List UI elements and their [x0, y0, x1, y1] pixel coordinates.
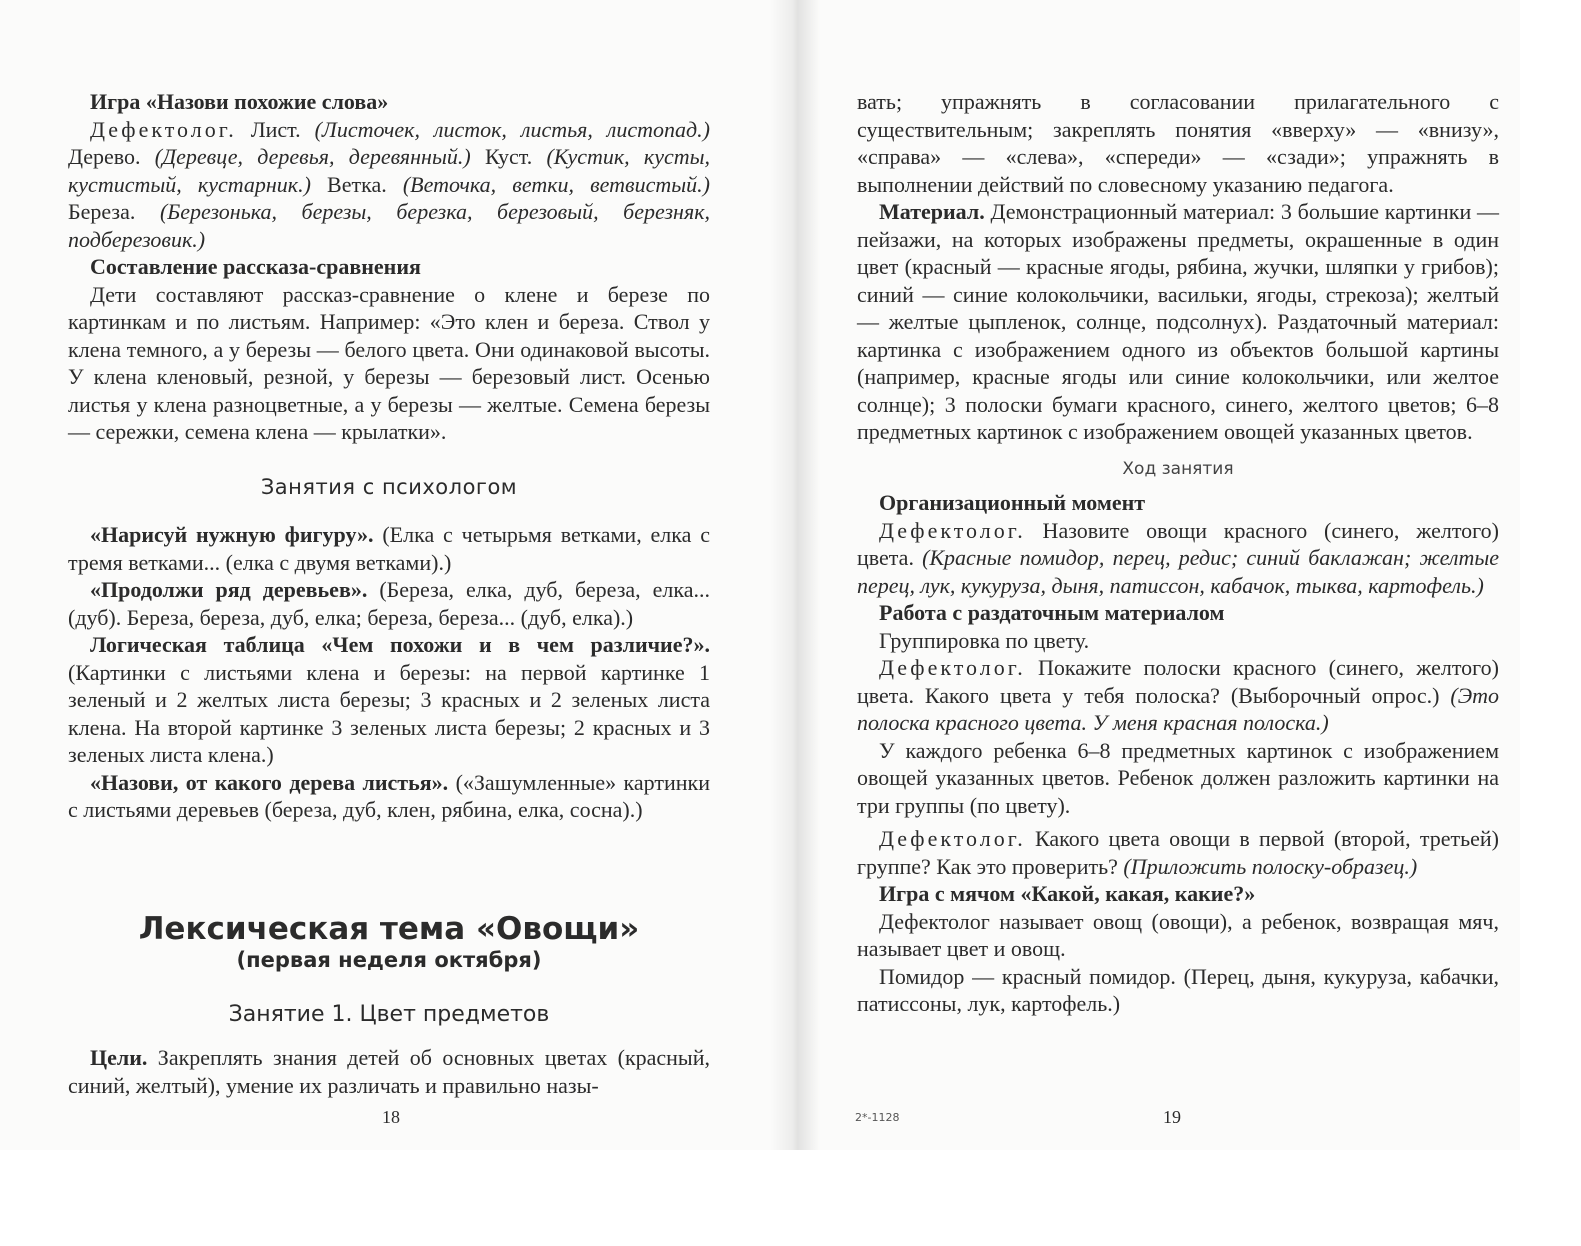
psych-item: «Продолжи ряд деревьев». (Береза, елка, дуб, береза, елка... (дуб). Береза, береза, дуб, елка; береза, береза... (дуб, елка).): [68, 577, 711, 630]
game-paragraph: Дефектолог. Лист. (Листочек, листок, листья, листопад.) Дерево. (Деревце, деревья, деревянный.) Куст. (Кустик, кусты, кустистый, кустарник.) Ветка. (Веточка, ветки, ветвистый.) Береза. (Березонька, березы, березка, березовый, березняк, подберезовик.): [68, 116, 711, 252]
org-paragraph: Дефектолог. Назовите овощи красного (синего, желтого) цвета. (Красные помидор, перец, редис; синий баклажан; желтые перец, лук, кукуруза, дыня, патиссон, кабачок, тыква, картофель.): [857, 517, 1499, 598]
material-paragraph: Материал. Демонстрационный материал: 3 большие картинки — пейзажи, на которых изображены предметы, окрашенные в один цвет (красный — красные ягоды, рябина, жучки, шляпки у грибов); синий — синие колокольчики, васильки, ягоды, стрекоза); желтый — желтые цыпленок, солнце, подсолнух). Раздаточный материал: картинка с изображением одного из объектов большой картины (например, красные ягоды или синие колокольчики, или желтое солнце); 3 полоски бумаги красного, синего, желтого цветов; 6–8 предметных картинок с изображением овощей указанных цветов.: [857, 199, 1499, 444]
psychologist-heading: Занятия с психологом: [260, 474, 518, 499]
ball-game-paragraph: Дефектолог называет овощ (овощи), а ребенок, возвращая мяч, называет цвет и овощ.: [857, 908, 1499, 961]
story-title: Составление рассказа-сравнения: [90, 254, 421, 279]
topic-subtitle: (первая неделя октября): [236, 948, 542, 972]
topic-title: Лексическая тема «Овощи»: [138, 910, 640, 947]
handout-subtitle: Группировка по цвету.: [879, 627, 1090, 653]
ball-game-example: Помидор — красный помидор. (Перец, дыня, кукуруза, кабачки, патиссоны, лук, картофель.): [857, 963, 1499, 1016]
handout-paragraph-2: У каждого ребенка 6–8 предметных картинок с изображением овощей указанных цветов. Ребенок должен разложить картинки на три группы (по цвету).: [857, 737, 1499, 818]
story-paragraph: Дети составляют рассказ-сравнение о клене и березе по картинкам и по листьям. Например: «Это клен и береза. Ствол у клена темного, а у березы — белого цвета. Они одинаковой высоты. У клена кленовый, резной, у березы — березовый лист. Осенью листья у клена разноцветные, а у березы — желтые. Семена березы — сережки, семена клена — крылатки».: [68, 281, 710, 444]
goals-continuation: вать; упражнять в согласовании прилагательного с существительным; закреплять понятия «вверху» — «внизу», «справа» — «слева», «спереди» — «сзади»; упражнять в выполнении действий по словесному указанию педагога.: [857, 89, 1499, 197]
book-gutter: [770, 0, 820, 1150]
handout-paragraph: Дефектолог. Покажите полоски красного (синего, желтого) цвета. Какого цвета у тебя полоска? (Выборочный опрос.) (Это полоска красного цвета. У меня красная полоска.): [857, 655, 1499, 735]
org-title: Организационный момент: [879, 490, 1146, 515]
course-heading: Ход занятия: [1122, 458, 1234, 479]
psych-item: «Нарисуй нужную фигуру». (Елка с четырьмя ветками, елка с тремя ветками... (елка с двумя ветками).): [68, 522, 710, 575]
page-number-left: 18: [382, 1107, 400, 1127]
question-paragraph: Дефектолог. Какого цвета овощи в первой (второй, третьей) группе? Как это проверить? (Приложить полоску-образец.): [857, 826, 1499, 879]
handout-title: Работа с раздаточным материалом: [879, 600, 1225, 625]
game-title: Игра «Назови похожие слова»: [90, 89, 389, 114]
page-number-right: 19: [1163, 1107, 1181, 1127]
left-page-text: [68, 88, 710, 1099]
psych-item: Логическая таблица «Чем похожи и в чем различие?». (Картинки с листьями клена и березы: на первой картинке 1 зеленый и 2 желтых листа березы; 3 красных и 2 зеленых листа клена. На второй картинке 3 зеленых листа березы; 2 красных и 3 зеленых листа клена.): [68, 632, 710, 767]
lesson-title: Занятие 1. Цвет предметов: [228, 1001, 550, 1027]
print-signature: 2*-1128: [855, 1111, 900, 1124]
psych-item: «Назови, от какого дерева листья». («Зашумленные» картинки с листьями деревьев (береза, дуб, клен, рябина, елка, сосна).): [68, 769, 710, 822]
goals-paragraph: Цели. Закреплять знания детей об основных цветах (красный, синий, желтый), умение их различать и правильно назы-: [68, 1045, 710, 1098]
ball-game-title: Игра с мячом «Какой, какая, какие?»: [879, 881, 1256, 906]
right-page-text: [857, 88, 1499, 1018]
